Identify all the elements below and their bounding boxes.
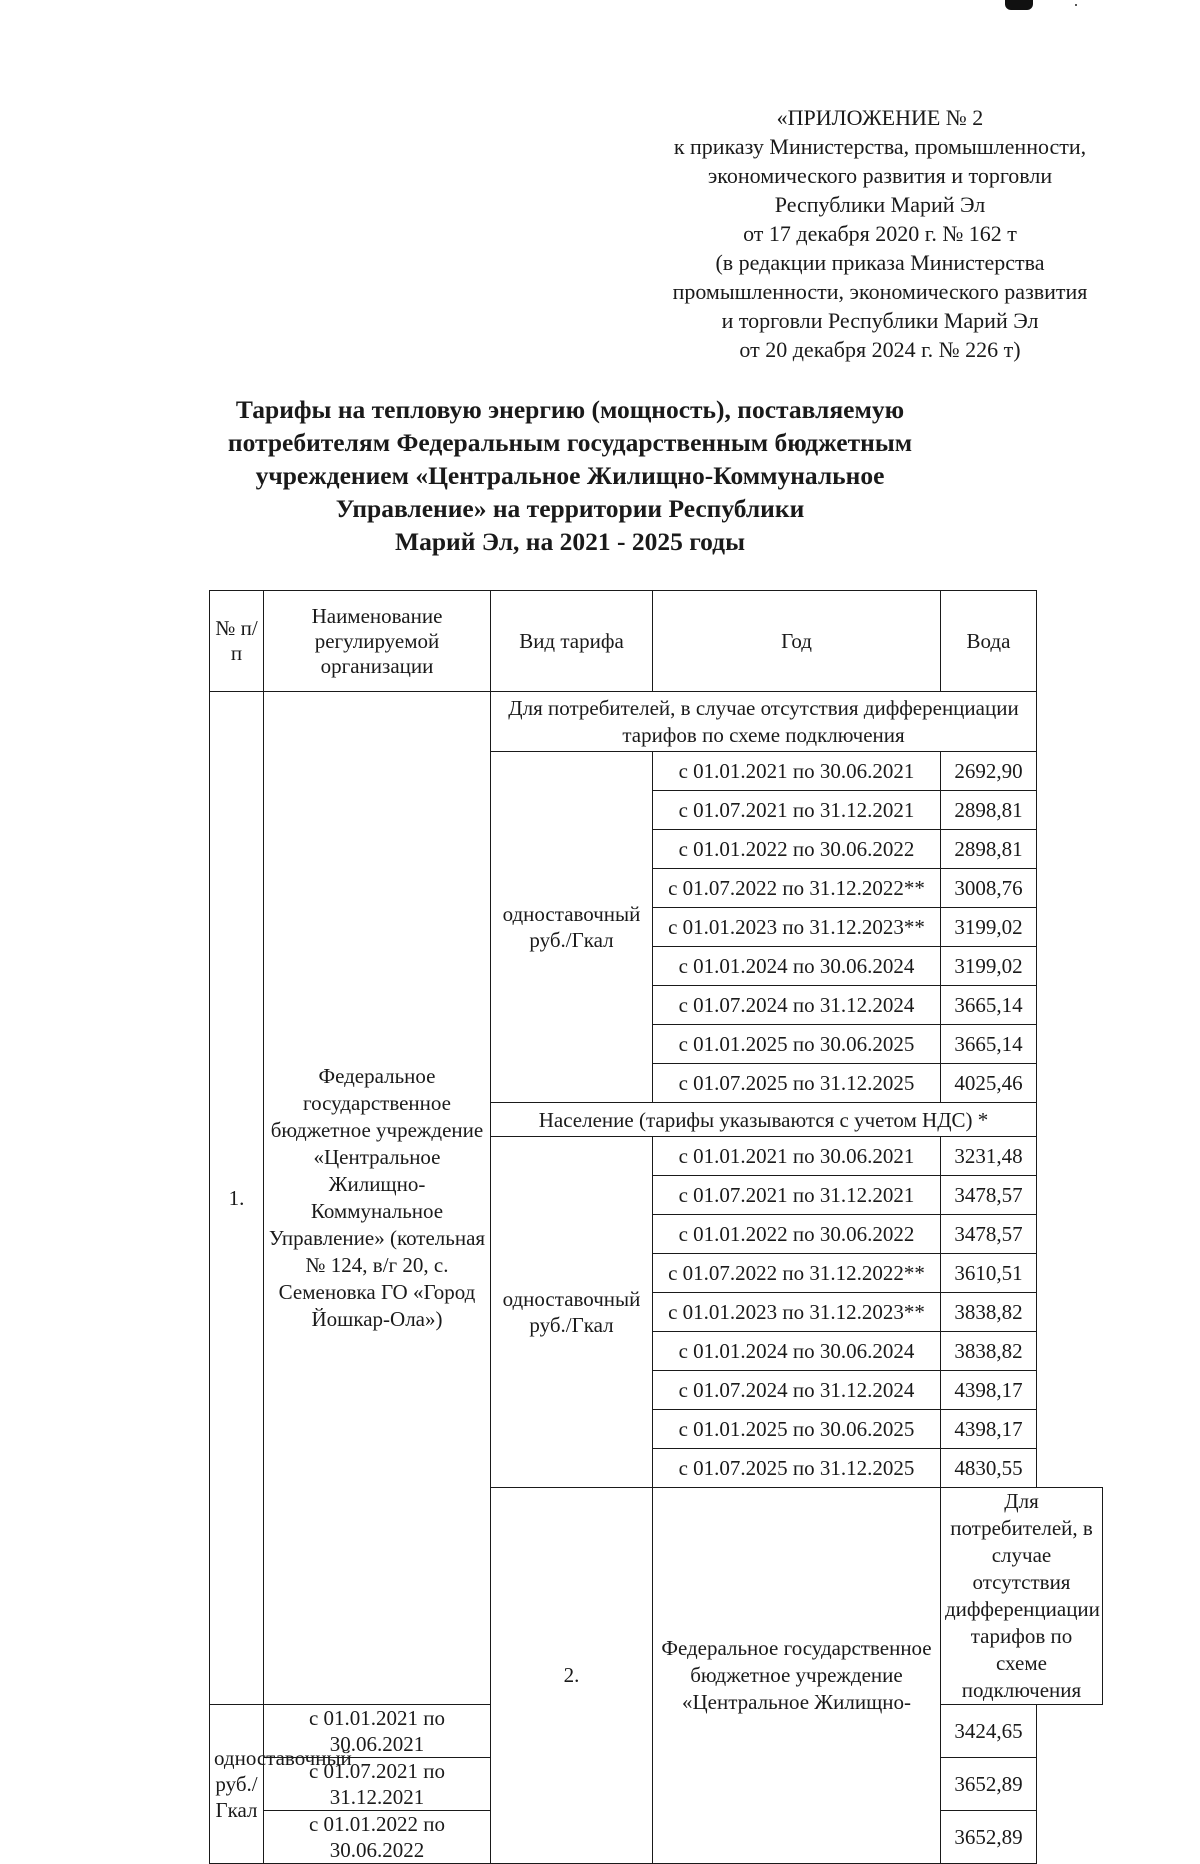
row-number: 1. bbox=[210, 692, 264, 1705]
period-cell: с 01.01.2024 по 30.06.2024 bbox=[653, 947, 941, 986]
organization-name: Федеральное государственное бюджетное учреждение «Центральное Жилищно-Коммунальное Управление» (котельная № 124, в/г 20, с. Семеновка ГО «Город Йошкар-Ола») bbox=[264, 692, 491, 1705]
appendix-line: промышленности, экономического развития bbox=[672, 279, 1088, 304]
period-cell: с 01.01.2023 по 31.12.2023** bbox=[653, 908, 941, 947]
period-cell: с 01.01.2022 по 30.06.2022 bbox=[264, 1811, 491, 1864]
water-value: 3424,65 bbox=[941, 1705, 1037, 1758]
appendix-line: к приказу Министерства, промышленности, bbox=[673, 134, 1087, 159]
appendix-line: от 17 декабря 2020 г. № 162 т bbox=[743, 221, 1017, 246]
header-org: Наименование регулируемой организации bbox=[264, 591, 491, 692]
water-value: 3610,51 bbox=[941, 1254, 1037, 1293]
section-heading: Для потребителей, в случае отсутствия дифференциации тарифов по схеме подключения bbox=[491, 692, 1037, 752]
header-num: № п/п bbox=[210, 591, 264, 692]
scan-artifact-dot bbox=[1075, 4, 1077, 6]
section-heading: Население (тарифы указываются с учетом НДС) * bbox=[491, 1103, 1037, 1137]
organization-name: Федеральное государственное бюджетное учреждение «Центральное Жилищно- bbox=[653, 1488, 941, 1864]
appendix-line: и торговли Республики Марий Эл bbox=[721, 308, 1039, 333]
appendix-line: (в редакции приказа Министерства bbox=[715, 250, 1045, 275]
header-water: Вода bbox=[941, 591, 1037, 692]
appendix-line: Республики Марий Эл bbox=[774, 192, 986, 217]
water-value: 3231,48 bbox=[941, 1137, 1037, 1176]
period-cell: с 01.01.2021 по 30.06.2021 bbox=[653, 752, 941, 791]
appendix-line: «ПРИЛОЖЕНИЕ № 2 bbox=[776, 105, 984, 130]
period-cell: с 01.07.2021 по 31.12.2021 bbox=[653, 791, 941, 830]
period-cell: с 01.07.2024 по 31.12.2024 bbox=[653, 1371, 941, 1410]
period-cell: с 01.07.2025 по 31.12.2025 bbox=[653, 1064, 941, 1103]
title-line: Управление» на территории Республики bbox=[335, 494, 805, 523]
section-heading: Для потребителей, в случае отсутствия дифференциации тарифов по схеме подключения bbox=[941, 1488, 1103, 1705]
tariff-type: одноставочный руб./Гкал bbox=[491, 752, 653, 1103]
header-tariff-type: Вид тарифа bbox=[491, 591, 653, 692]
period-cell: с 01.01.2022 по 30.06.2022 bbox=[653, 1215, 941, 1254]
appendix-header bbox=[600, 103, 1160, 364]
appendix-line: экономического развития и торговли bbox=[707, 163, 1053, 188]
water-value: 3665,14 bbox=[941, 1025, 1037, 1064]
tariff-type: одноставочный руб./Гкал bbox=[210, 1705, 264, 1864]
period-cell: с 01.01.2025 по 30.06.2025 bbox=[653, 1025, 941, 1064]
water-value: 3478,57 bbox=[941, 1215, 1037, 1254]
water-value: 3199,02 bbox=[941, 947, 1037, 986]
title-line: Тарифы на тепловую энергию (мощность), поставляемую bbox=[235, 395, 905, 424]
water-value: 3665,14 bbox=[941, 986, 1037, 1025]
title-line: потребителям Федеральным государственным бюджетным bbox=[227, 428, 913, 457]
scan-artifact-mark bbox=[1005, 0, 1033, 10]
water-value: 4398,17 bbox=[941, 1371, 1037, 1410]
title-line: Марий Эл, на 2021 - 2025 годы bbox=[395, 527, 745, 556]
period-cell: с 01.07.2024 по 31.12.2024 bbox=[653, 986, 941, 1025]
water-value: 3652,89 bbox=[941, 1758, 1037, 1811]
period-cell: с 01.01.2024 по 30.06.2024 bbox=[653, 1332, 941, 1371]
period-cell: с 01.01.2021 по 30.06.2021 bbox=[653, 1137, 941, 1176]
water-value: 3838,82 bbox=[941, 1293, 1037, 1332]
period-cell: с 01.07.2022 по 31.12.2022** bbox=[653, 869, 941, 908]
water-value: 4398,17 bbox=[941, 1410, 1037, 1449]
period-cell: с 01.07.2025 по 31.12.2025 bbox=[653, 1449, 941, 1488]
period-cell: с 01.01.2021 по 30.06.2021 bbox=[264, 1705, 491, 1758]
water-value: 3478,57 bbox=[941, 1176, 1037, 1215]
row-number: 2. bbox=[491, 1488, 653, 1864]
water-value: 4025,46 bbox=[941, 1064, 1037, 1103]
water-value: 2692,90 bbox=[941, 752, 1037, 791]
period-cell: с 01.07.2021 по 31.12.2021 bbox=[264, 1758, 491, 1811]
period-cell: с 01.01.2025 по 30.06.2025 bbox=[653, 1410, 941, 1449]
period-cell: с 01.07.2021 по 31.12.2021 bbox=[653, 1176, 941, 1215]
water-value: 3838,82 bbox=[941, 1332, 1037, 1371]
title-line: учреждением «Центральное Жилищно-Коммунальное bbox=[255, 461, 885, 490]
tariff-type: одноставочный руб./Гкал bbox=[491, 1137, 653, 1488]
period-cell: с 01.01.2023 по 31.12.2023** bbox=[653, 1293, 941, 1332]
appendix-line: от 20 декабря 2024 г. № 226 т) bbox=[739, 337, 1021, 362]
water-value: 2898,81 bbox=[941, 830, 1037, 869]
header-year: Год bbox=[653, 591, 941, 692]
water-value: 3652,89 bbox=[941, 1811, 1037, 1864]
section-heading-row bbox=[210, 692, 1103, 752]
water-value: 3199,02 bbox=[941, 908, 1037, 947]
period-cell: с 01.07.2022 по 31.12.2022** bbox=[653, 1254, 941, 1293]
document-title bbox=[210, 393, 930, 558]
tariff-table bbox=[209, 590, 1103, 1864]
water-value: 3008,76 bbox=[941, 869, 1037, 908]
period-cell: с 01.01.2022 по 30.06.2022 bbox=[653, 830, 941, 869]
water-value: 2898,81 bbox=[941, 791, 1037, 830]
water-value: 4830,55 bbox=[941, 1449, 1037, 1488]
table-header-row bbox=[210, 591, 1103, 692]
